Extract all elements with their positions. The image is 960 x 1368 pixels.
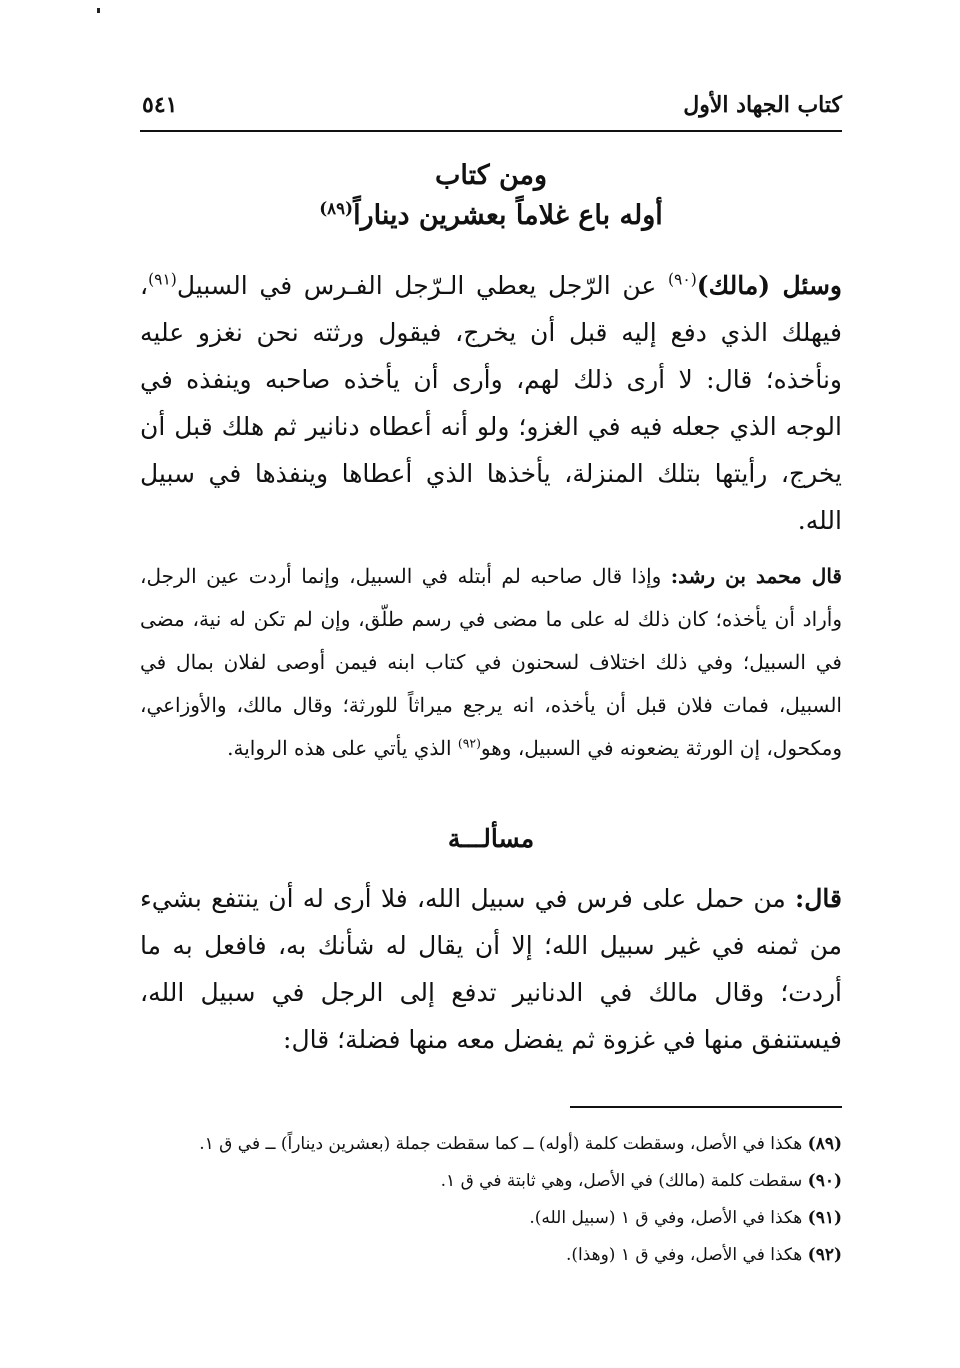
- footnote-ref-89: (٨٩): [319, 198, 354, 218]
- footnote-ref-92: (٩٢): [457, 735, 481, 751]
- paragraph-text: ، فيهلك الذي دفع إليه قبل أن يخرج، فيقول ورثته نحن نغزو عليه ونأخذه؛ قال: لا أرى ذلك لهم، وأرى أن يأخذه صاحبه وينفذه في الوجه الذي جعله فيه في الغزو؛ ولو أنه أعطاه دنانير ثم هلك قبل أن يخرج، رأيتها بتلك المنزلة، يأخذها الذي أعطاها وينفذها في سبيل الله.: [140, 271, 842, 535]
- chapter-heading-line2: [140, 200, 842, 231]
- scan-speck: [97, 8, 100, 13]
- header-rule: [140, 130, 842, 132]
- footnote-text: هكذا في الأصل، وسقطت كلمة (أوله) ــ كما سقطت جملة (بعشرين ديناراً) ــ في ق ١.: [199, 1134, 808, 1154]
- footnote-number: (٩٠): [807, 1171, 842, 1191]
- footnote-item: [140, 1237, 842, 1274]
- chapter-heading-line1: ومن كتاب: [434, 160, 548, 191]
- footnote-text: هكذا في الأصل، وفي ق ١ (وهذا).: [565, 1245, 808, 1265]
- paragraph-commentary: [140, 555, 842, 770]
- footnote-ref-91: (٩١): [148, 270, 177, 289]
- commentary-text: وإذا قال صاحبه لم أبتله في السبيل، وإنما أردت عين الرجل، وأراد أن يأخذه؛ كان ذلك له على ما مضى في رسم طلّق، وإن لم تكن له نية، مضى في السبيل؛ وفي ذلك اختلاف لسحنون في كتاب ابنه فيمن أوصى لفلان بمال في السبيل، فمات فلان قبل أن يأخذه، انه يرجع ميراثاً للورثة؛ وقال مالك، والأوزاعي، ومكحول، إن الورثة يضعونه في السبيل، وهو: [140, 564, 842, 760]
- footnote-text: سقطت كلمة (مالك) في الأصل، وهي ثابتة في ق ١.: [440, 1171, 808, 1191]
- page-number: ٥٤١: [142, 92, 178, 118]
- paragraph-text: من حمل على فرس في سبيل الله، فلا أرى له أن ينتفع بشيء من ثمنه في غير سبيل الله؛ إلا أن يقال له شأنك به، فافعل به ما أردت؛ وقال مالك في الدنانير تدفع إلى الرجل في سبيل الله، فيستنفق منها في غزوة ثم يفضل معه منها فضلة؛ قال:: [140, 884, 842, 1054]
- footnote-ref-90: (٩٠): [667, 270, 697, 289]
- commentary-text: الذي يأتي على هذه الرواية.: [227, 736, 458, 760]
- section-title: مسألـــة: [447, 824, 535, 853]
- footnote-number: (٨٩): [807, 1134, 842, 1154]
- paragraph-question: [140, 262, 842, 544]
- paragraph-masala: [140, 875, 842, 1063]
- footnote-item: [140, 1163, 842, 1200]
- footnotes-list: [140, 1126, 842, 1274]
- paragraph-lead: قال:: [795, 884, 842, 913]
- footnote-text: هكذا في الأصل، وفي ق ١ (سبيل الله).: [529, 1208, 808, 1228]
- footnote-item: [140, 1126, 842, 1163]
- chapter-heading-text: أوله باع غلاماً بعشرين ديناراً: [353, 200, 663, 231]
- paragraph-text: عن الرّجل يعطي الـرّجل الفـرس في السبيل: [176, 271, 668, 300]
- running-head: [140, 92, 842, 128]
- footnote-item: [140, 1200, 842, 1237]
- footnote-number: (٩٢): [807, 1245, 842, 1265]
- running-head-title: كتاب الجهاد الأول: [683, 92, 842, 118]
- commentary-lead: قال محمد بن رشد:: [670, 564, 842, 588]
- footnote-rule: [570, 1106, 842, 1108]
- footnote-number: (٩١): [807, 1208, 842, 1228]
- paragraph-lead: وسئل (مالك): [696, 271, 842, 300]
